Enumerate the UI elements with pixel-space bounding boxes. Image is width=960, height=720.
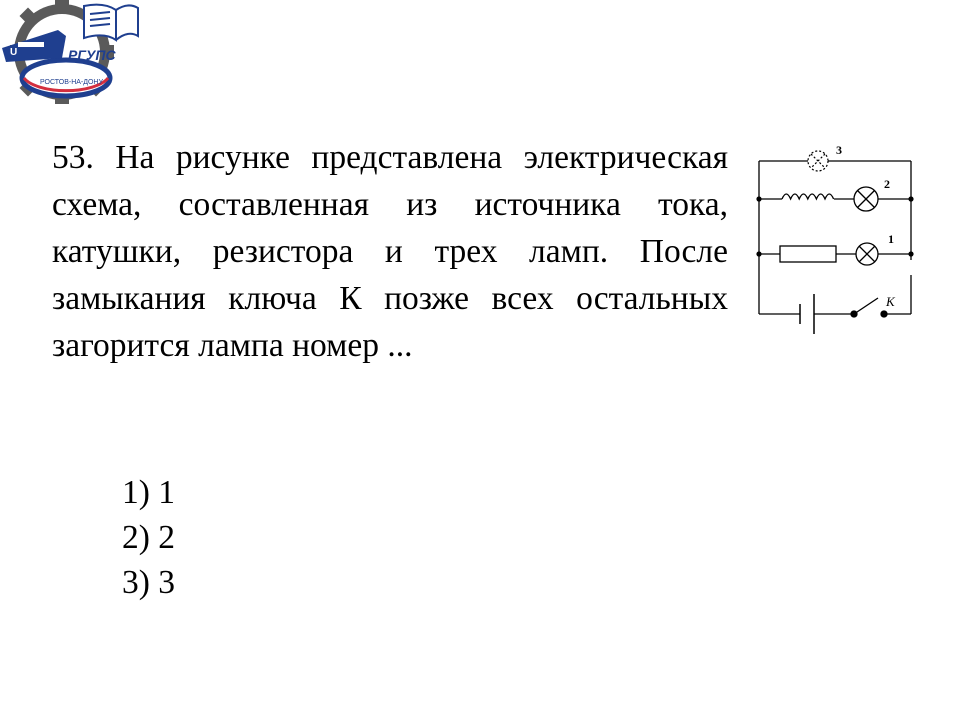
key-label: K (886, 294, 895, 309)
answer-list (122, 470, 175, 605)
resistor-icon (780, 246, 836, 262)
question-text: 53. На рисунке представлена электрическая схема, составленная из источника тока, катушки, резистора и трех ламп. После замыкания ключа К позже всех остальных загорится лампа номер ... (52, 139, 728, 364)
lamp-1-label: 1 (888, 232, 894, 246)
logo-ring-text: РОСТОВ-НА-ДОНУ (40, 79, 103, 86)
logo-text: РГУПС (68, 47, 116, 63)
book-icon (84, 5, 138, 40)
svg-text:U: U (10, 47, 18, 58)
lamp-3-label: 3 (836, 143, 842, 157)
answer-option: 2) 2 (122, 519, 176, 556)
answer-option: 3) 3 (122, 564, 176, 601)
circuit-diagram (748, 140, 934, 336)
answer-option: 1) 1 (122, 474, 176, 511)
lamp-2-label: 2 (884, 177, 890, 191)
university-logo (0, 0, 140, 108)
